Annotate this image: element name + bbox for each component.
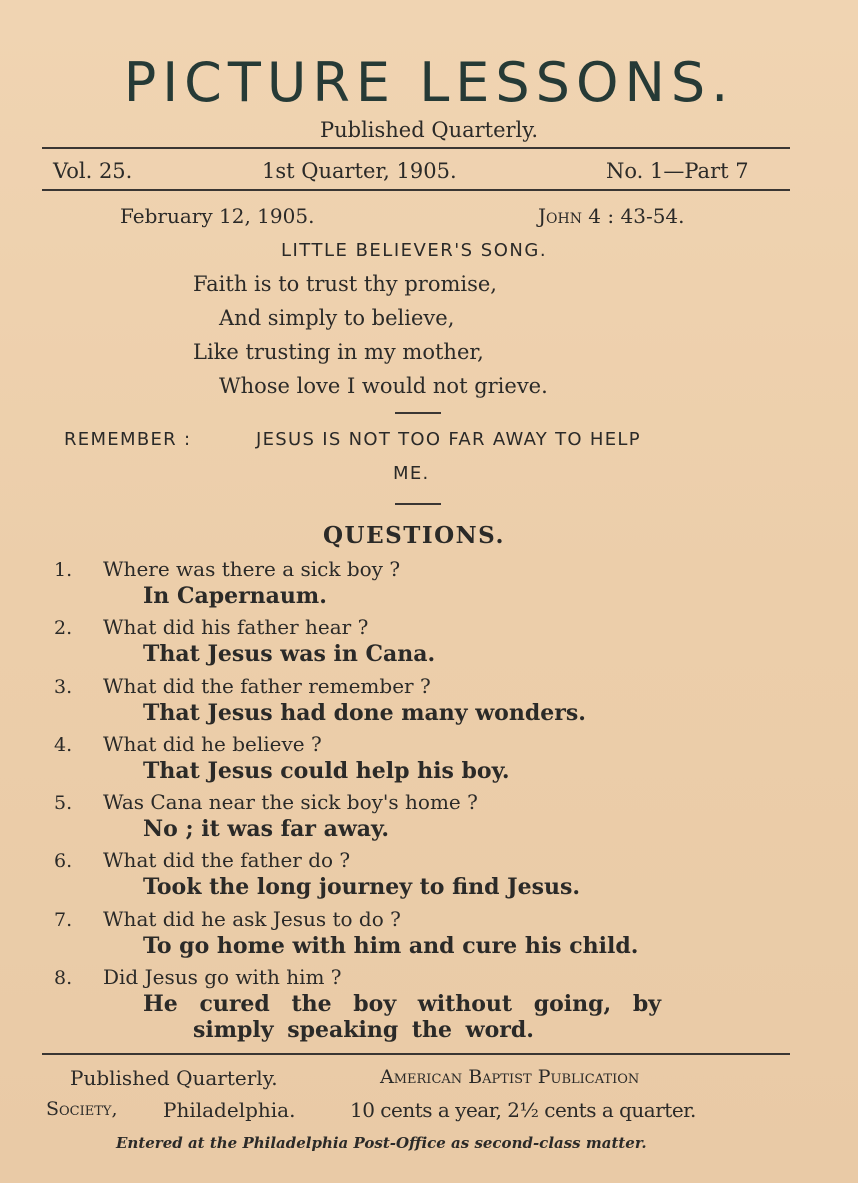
answer-text: He cured the boy without going, by bbox=[143, 991, 661, 1017]
footer-price: 10 cents a year, 2½ cents a quarter. bbox=[350, 1098, 696, 1122]
section-divider bbox=[395, 412, 441, 414]
question-number: 8. bbox=[54, 967, 73, 989]
answer-text: Took the long journey to find Jesus. bbox=[143, 874, 580, 900]
footer-publisher: American Baptist Publication bbox=[380, 1066, 640, 1088]
publication-frequency: Published Quarterly. bbox=[319, 118, 539, 142]
remember-text-continued: ME. bbox=[393, 463, 430, 484]
poem-line: Whose love I would not grieve. bbox=[219, 374, 548, 398]
question-number: 6. bbox=[54, 850, 73, 872]
question-number: 3. bbox=[54, 676, 73, 698]
issue-number: No. 1—Part 7 bbox=[606, 159, 749, 183]
header-top-rule bbox=[42, 147, 790, 149]
footer-city: Philadelphia. bbox=[163, 1098, 296, 1122]
question-number: 5. bbox=[54, 792, 73, 814]
question-number: 4. bbox=[54, 734, 73, 756]
question-text: What did he ask Jesus to do ? bbox=[103, 907, 401, 931]
answer-text: That Jesus could help his boy. bbox=[143, 758, 510, 784]
quarter-label: 1st Quarter, 1905. bbox=[262, 159, 457, 183]
answer-text: No ; it was far away. bbox=[143, 816, 389, 842]
page-title: PICTURE LESSONS. bbox=[123, 51, 735, 114]
poem-line: Faith is to trust thy promise, bbox=[193, 272, 497, 296]
footer-published: Published Quarterly. bbox=[70, 1066, 278, 1090]
footer-rule bbox=[42, 1053, 790, 1055]
answer-text: That Jesus had done many wonders. bbox=[143, 700, 586, 726]
question-number: 1. bbox=[54, 559, 73, 581]
scripture-reference: John 4 : 43-54. bbox=[538, 204, 685, 228]
answer-text: That Jesus was in Cana. bbox=[143, 641, 436, 667]
question-text: Did Jesus go with him ? bbox=[103, 965, 342, 989]
poem-line: Like trusting in my mother, bbox=[193, 340, 484, 364]
question-text: What did his father hear ? bbox=[103, 615, 369, 639]
question-number: 2. bbox=[54, 617, 73, 639]
question-text: Was Cana near the sick boy's home ? bbox=[103, 790, 478, 814]
volume-number: Vol. 25. bbox=[53, 159, 133, 183]
footer-postal-notice: Entered at the Philadelphia Post-Office as second-class matter. bbox=[116, 1134, 647, 1152]
question-text: Where was there a sick boy ? bbox=[103, 557, 401, 581]
question-number: 7. bbox=[54, 909, 73, 931]
question-text: What did he believe ? bbox=[103, 732, 322, 756]
lesson-date: February 12, 1905. bbox=[120, 204, 315, 228]
song-title: LITTLE BELIEVER'S SONG. bbox=[280, 240, 548, 261]
section-divider bbox=[395, 503, 441, 505]
footer-publisher-continued: Society, bbox=[46, 1098, 118, 1120]
answer-text: To go home with him and cure his child. bbox=[143, 933, 639, 959]
poem-line: And simply to believe, bbox=[219, 306, 455, 330]
remember-label: REMEMBER : bbox=[64, 429, 192, 450]
remember-text: JESUS IS NOT TOO FAR AWAY TO HELP bbox=[256, 429, 641, 450]
answer-text: In Capernaum. bbox=[143, 583, 327, 609]
question-text: What did the father remember ? bbox=[103, 674, 431, 698]
question-text: What did the father do ? bbox=[103, 848, 351, 872]
answer-text-continued: simply speaking the word. bbox=[193, 1017, 534, 1043]
header-bottom-rule bbox=[42, 189, 790, 191]
questions-heading: QUESTIONS. bbox=[323, 522, 505, 549]
